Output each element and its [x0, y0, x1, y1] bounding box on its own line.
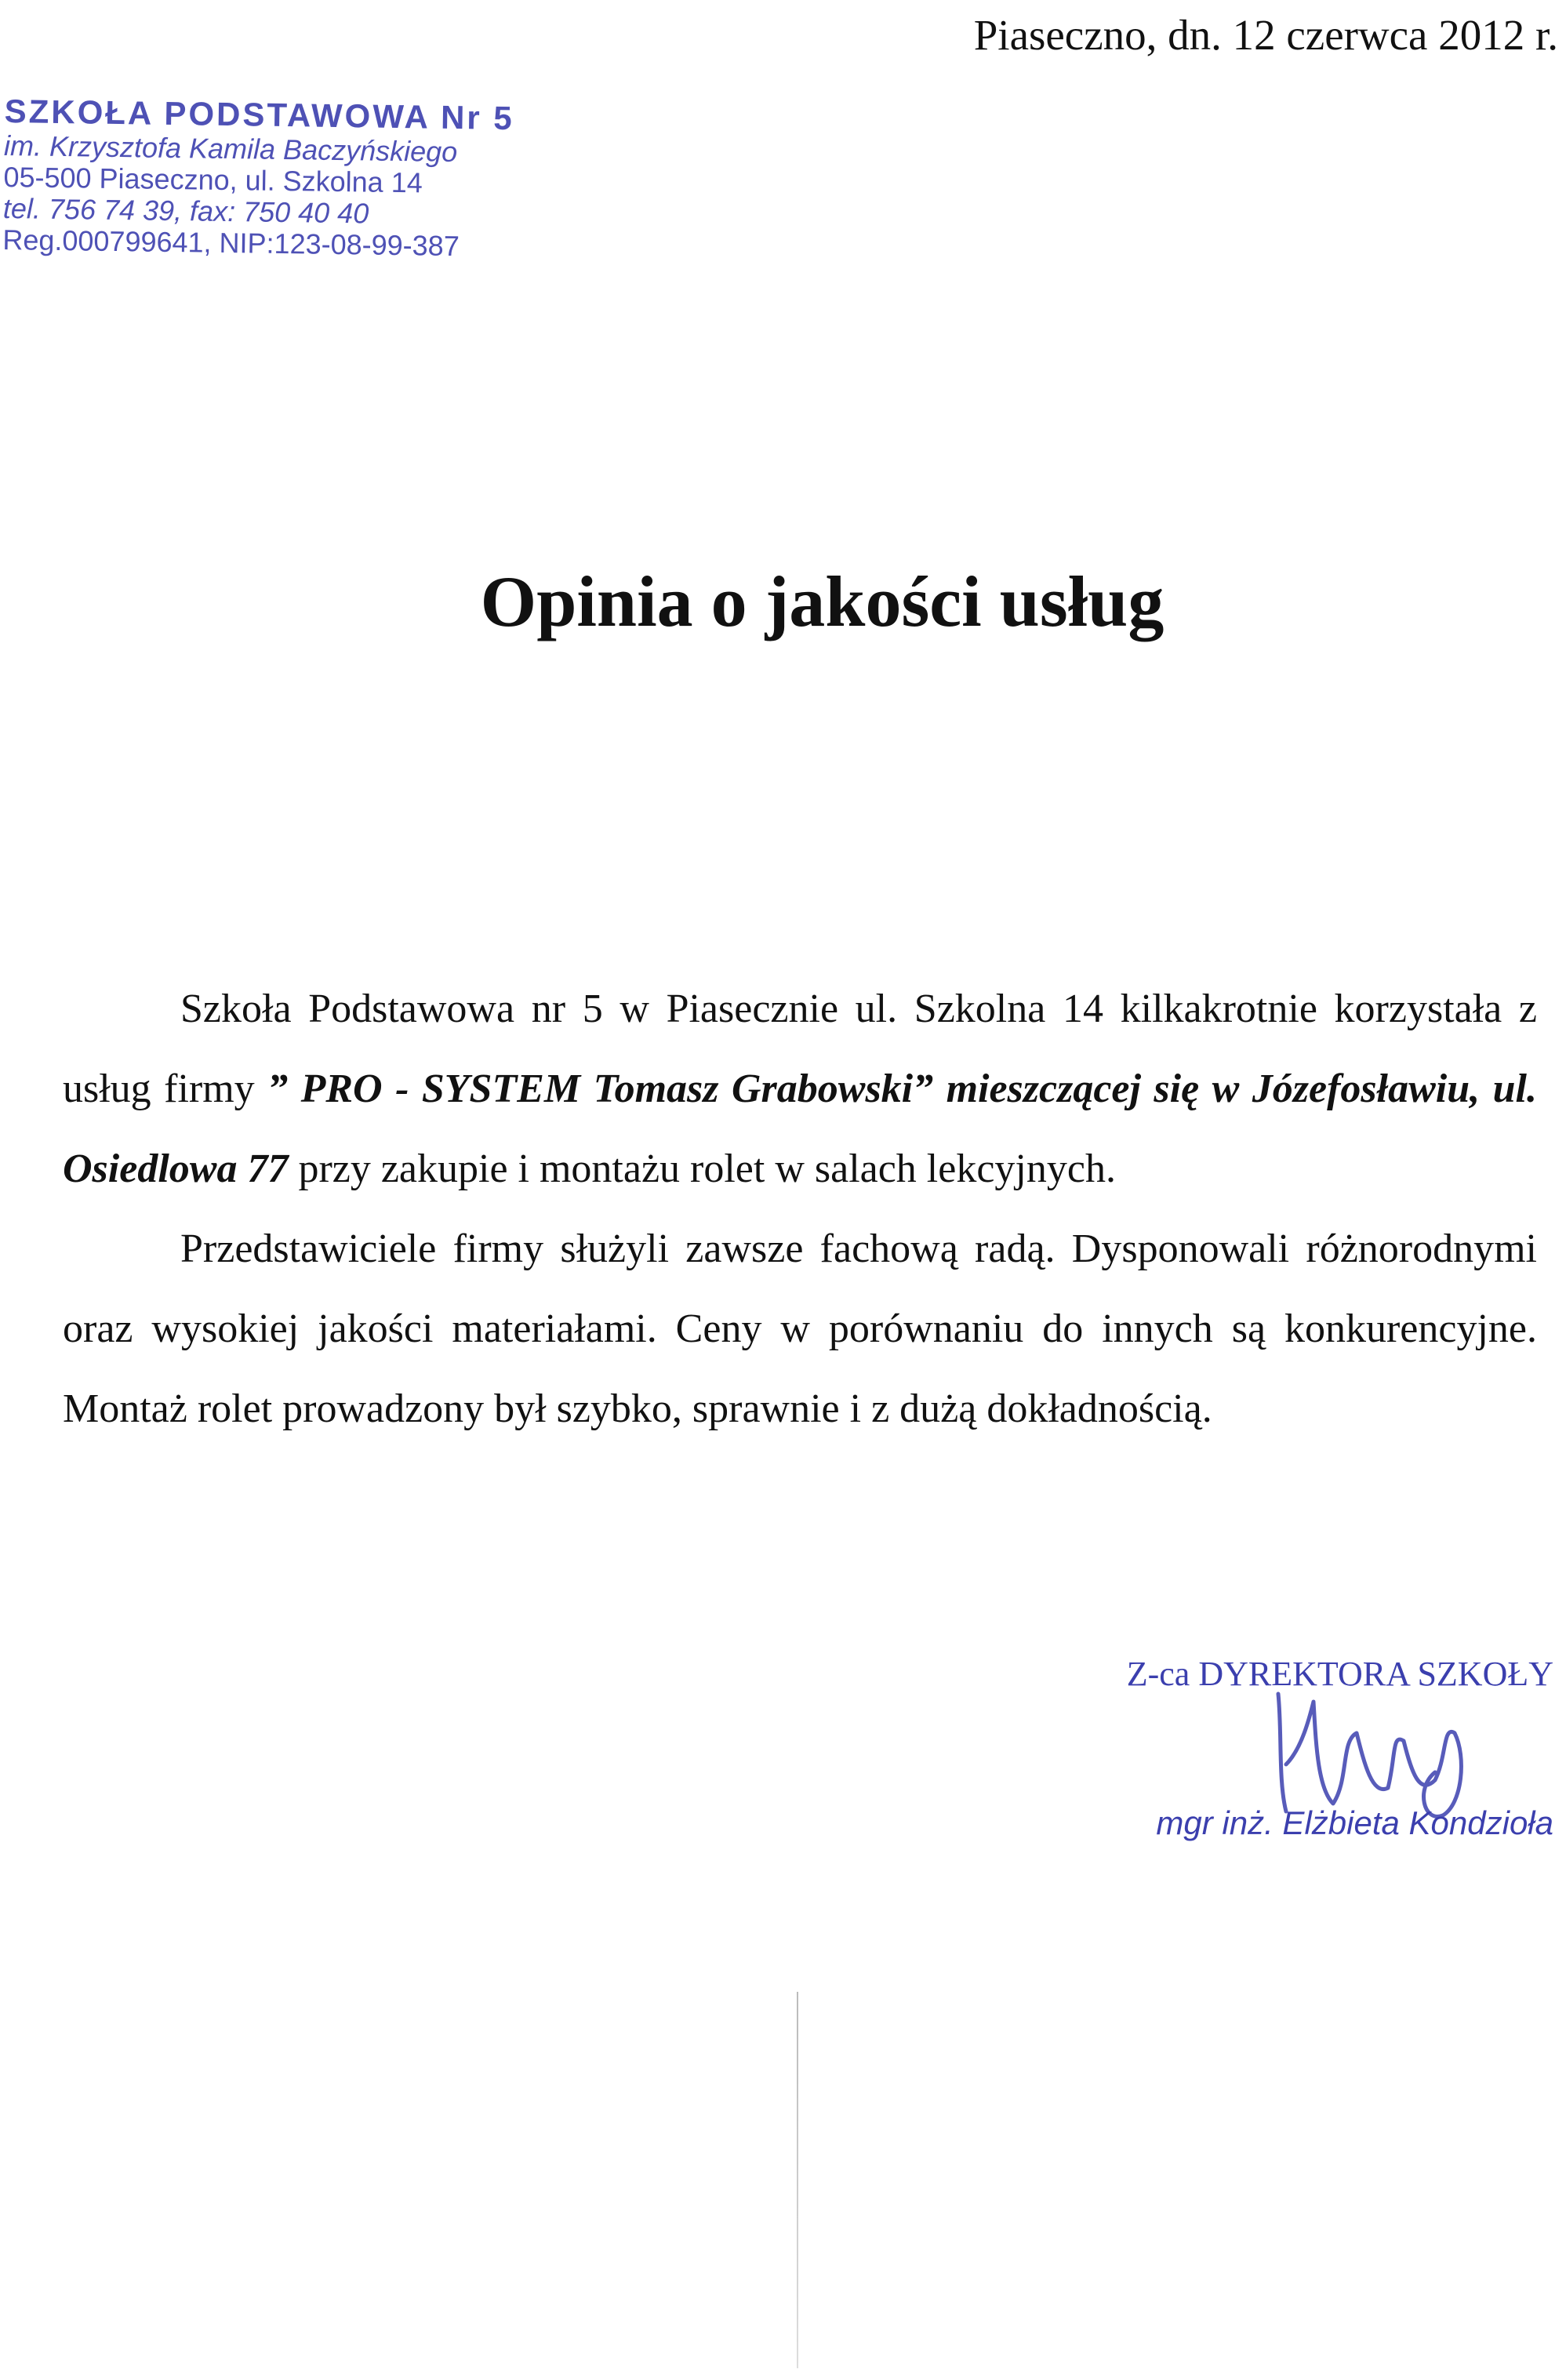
stamp-phone-fax: tel. 756 74 39, fax: 750 40 40	[2, 191, 369, 230]
school-stamp	[2, 93, 515, 263]
scan-fold-line	[797, 1992, 798, 2368]
stamp-address: 05-500 Piaseczno, ul. Szkolna 14	[3, 160, 423, 199]
stamp-patron: im. Krzysztofa Kamila Baczyńskiego	[3, 129, 458, 169]
paragraph-2: Przedstawiciele firmy służyli zawsze fachową radą. Dysponowali różnorodnymi oraz wysokiej jakości materiałami. Ceny w porównaniu do innych są konkurencyjne. Montaż rolet prowadzony był szybko, sprawnie i z dużą dokładnością.	[63, 1226, 1537, 1431]
paragraph-1-end: przy zakupie i montażu rolet w salach lekcyjnych.	[288, 1146, 1116, 1191]
paragraph-1	[63, 969, 1537, 1209]
signatory-role: Z-ca DYREKTORA SZKOŁY	[1126, 1655, 1553, 1693]
stamp-registry: Reg.000799641, NIP:123-08-99-387	[2, 223, 460, 263]
document-title: Opinia o jakości usług	[480, 561, 1165, 641]
stamp-school-name: SZKOŁA PODSTAWOWA Nr 5	[4, 93, 515, 137]
company-name-address: ” PRO - SYSTEM Tomasz Grabowski” mieszczącej się w Józefosławiu, ul. Osiedlowa 77	[63, 1066, 1537, 1191]
letter-body	[63, 969, 1537, 1449]
paragraph-1-start: Szkoła Podstawowa nr 5 w Piasecznie ul. Szkolna 14 kilkakrotnie korzystała z usług firmy	[63, 987, 1537, 1111]
signatory-name: mgr inż. Elżbieta Kondzioła	[1156, 1804, 1553, 1841]
place-and-date: Piaseczno, dn. 12 czerwca 2012 r.	[973, 11, 1558, 59]
